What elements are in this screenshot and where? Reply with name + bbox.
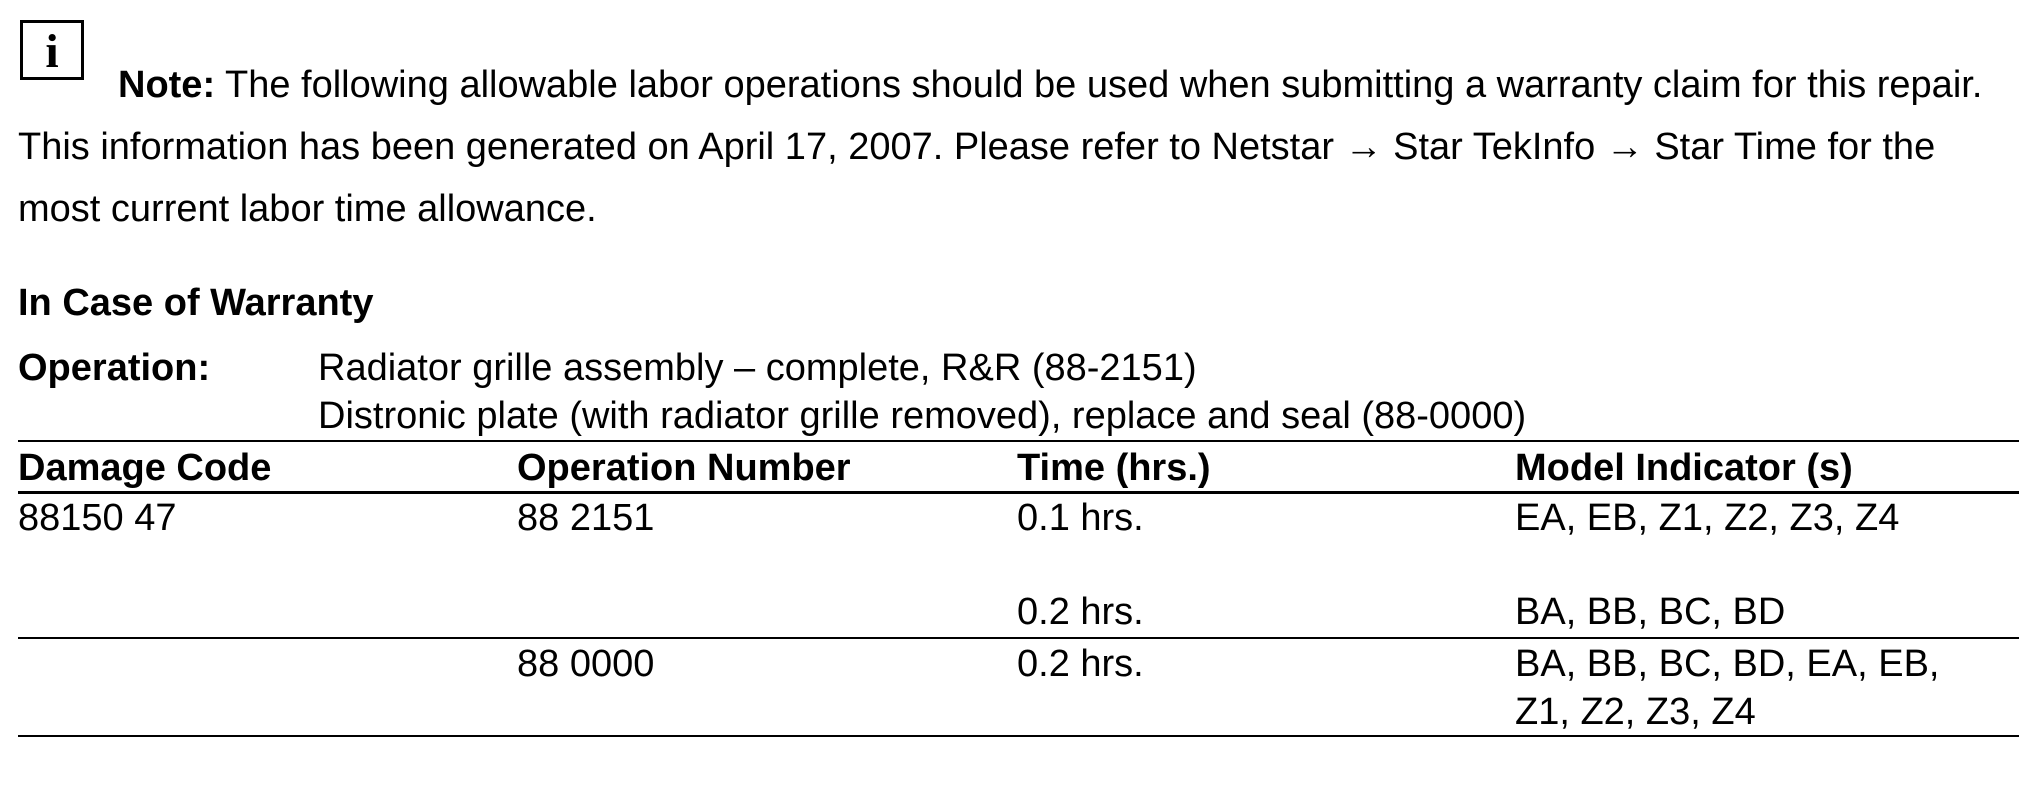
header-operation-number: Operation Number [517, 447, 851, 489]
info-icon-glyph: i [45, 25, 59, 78]
row-3-operation-number: 88 0000 [517, 643, 655, 685]
row-2-models: BA, BB, BC, BD [1515, 591, 1786, 633]
row-1-damage-code: 88150 47 [18, 497, 177, 539]
note-paragraph [18, 54, 2018, 240]
section-heading: In Case of Warranty [18, 282, 374, 324]
row-2-time: 0.2 hrs. [1017, 591, 1144, 633]
header-time: Time (hrs.) [1017, 447, 1211, 489]
row-1-operation-number: 88 2151 [517, 497, 655, 539]
row-3-time: 0.2 hrs. [1017, 643, 1144, 685]
header-damage-code: Damage Code [18, 447, 272, 489]
row-1-time: 0.1 hrs. [1017, 497, 1144, 539]
note-label: Note: [118, 64, 216, 106]
row-1-models: EA, EB, Z1, Z2, Z3, Z4 [1515, 497, 1900, 539]
table-row-divider [18, 637, 2019, 639]
table-top-rule [18, 440, 2019, 442]
note-text: The following allowable labor operations should be used when submitting a warranty claim for this repair. This information has been generated on April 17, 2007. Please refer to Netstar → Star TekInfo → Star Time for the most current labor time allowance. [18, 64, 1983, 230]
header-model-indicator: Model Indicator (s) [1515, 447, 1853, 489]
row-3-models-line-1: BA, BB, BC, BD, EA, EB, [1515, 643, 1940, 685]
operation-label: Operation: [18, 347, 211, 389]
row-3-models-line-2: Z1, Z2, Z3, Z4 [1515, 691, 1756, 733]
operation-description-1: Radiator grille assembly – complete, R&R (88-2151) [318, 347, 1197, 389]
operation-description-2: Distronic plate (with radiator grille removed), replace and seal (88-0000) [318, 395, 1527, 437]
